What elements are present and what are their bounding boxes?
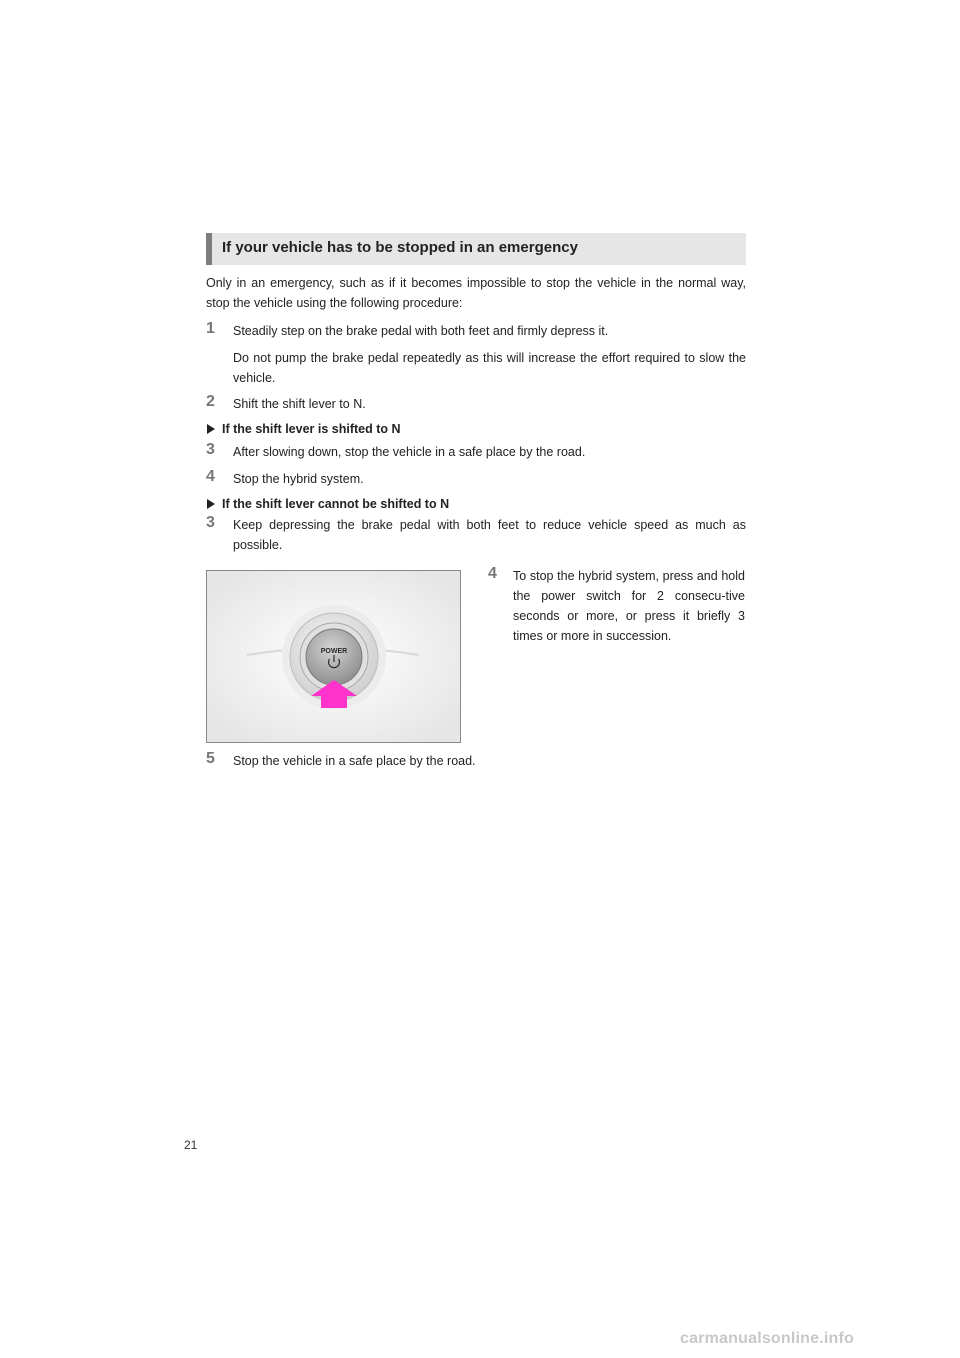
intro-paragraph: Only in an emergency, such as if it becomes impossible to stop the vehicle in the normal way, stop the vehicle using the following procedure: [206,276,746,310]
case-heading-label: If the shift lever cannot be shifted to N [222,497,450,511]
step-text: To stop the hybrid system, press and hold the power switch for 2 consecu-tive seconds or more, or press it briefly 3 times or more in succession. [513,569,745,643]
step-text: Stop the hybrid system. [233,472,364,486]
step-note: Do not pump the brake pedal repeatedly as this will increase the effort required to slow the vehicle. [233,351,746,385]
case-heading [207,422,401,436]
step-number: 4 [206,468,215,485]
power-switch-drawing [207,571,460,742]
step-number: 1 [206,320,215,337]
power-button-label: POWER [320,648,348,655]
page-number: 21 [184,1138,198,1152]
triangle-bullet-icon [207,499,215,509]
case-heading [207,497,449,511]
triangle-bullet-icon [207,424,215,434]
section-heading: If your vehicle has to be stopped in an emergency [222,239,578,256]
watermark: carmanualsonline.info [680,1330,855,1347]
step-number: 5 [206,750,215,767]
step-text: Stop the vehicle in a safe place by the road. [233,754,476,768]
step-number: 3 [206,441,215,458]
step-number: 3 [206,514,215,531]
step-text: Steadily step on the brake pedal with both feet and firmly depress it. [233,324,609,338]
power-switch-illustration [206,570,461,743]
step-number: 4 [488,565,497,582]
section-heading-bar [206,233,746,265]
step-text: After slowing down, stop the vehicle in a safe place by the road. [233,445,586,459]
step-text: Keep depressing the brake pedal with both feet to reduce vehicle speed as much as possible. [233,518,746,552]
case-heading-label: If the shift lever is shifted to N [222,422,401,436]
step-number: 2 [206,393,215,410]
step-text: Shift the shift lever to N. [233,397,366,411]
